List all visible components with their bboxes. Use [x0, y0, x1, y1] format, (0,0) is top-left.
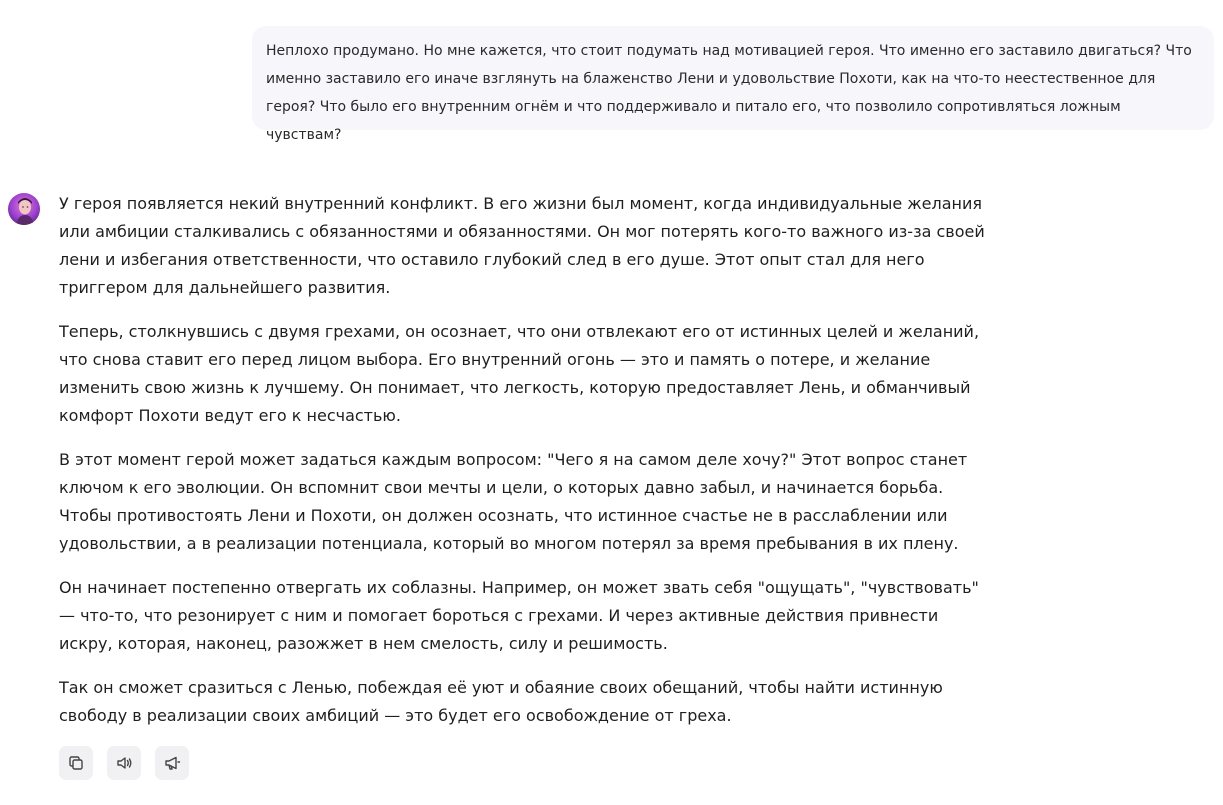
megaphone-icon [163, 754, 181, 772]
speaker-icon [115, 754, 133, 772]
assistant-paragraph: В этот момент герой может задаться каждым вопросом: "Чего я на самом деле хочу?" Этот вопрос станет ключом к его эволюции. Он вспомнит свои мечты и цели, о которых давно забыл, и начинается борьба. Чтобы противостоять Лени и Похоти, он должен осознать, что истинное счастье не в расслаблении или удовольствии, а в реализации потенциала, который во многом потерял за время пребывания в их плену. [59, 450, 968, 553]
share-button[interactable] [155, 746, 189, 780]
assistant-message [59, 190, 994, 746]
assistant-paragraph: У героя появляется некий внутренний конфликт. В его жизни был момент, когда индивидуальные желания или амбиции сталкивались с обязанностями и обязанностями. Он мог потерять кого-то важного из-за своей лени и избегания ответственности, что оставило глубокий след в его душе. Этот опыт стал для него триггером для дальнейшего развития. [59, 194, 985, 297]
copy-button[interactable] [59, 746, 93, 780]
copy-icon [67, 754, 85, 772]
assistant-paragraph: Он начинает постепенно отвергать их соблазны. Например, он может звать себя "ощущать", "чувствовать" — что-то, что резонирует с ним и помогает бороться с грехами. И через активные действия привнести искру, которая, наконец, разожжет в нем смелость, силу и решимость. [59, 578, 979, 653]
assistant-paragraph: Теперь, столкнувшись с двумя грехами, он осознает, что они отвлекают его от истинных целей и желаний, что снова ставит его перед лицом выбора. Его внутренний огонь — это и память о потере, и желание изменить свою жизнь к лучшему. Он понимает, что легкость, которую предоставляет Лень, и обманчивый комфорт Похоти ведут его к несчастью. [59, 322, 980, 425]
assistant-avatar [8, 193, 40, 225]
assistant-paragraph: Так он сможет сразиться с Ленью, побеждая её уют и обаяние своих обещаний, чтобы найти истинную свободу в реализации своих амбиций — это будет его освобождение от греха. [59, 678, 943, 725]
avatar-image-icon [8, 193, 40, 225]
user-message-bubble [252, 26, 1214, 143]
read-aloud-button[interactable] [107, 746, 141, 780]
user-message-text: Неплохо продумано. Но мне кажется, что стоит подумать над мотивацией героя. Что именно его заставило двигаться? Что именно заставило его иначе взглянуть на блаженство Лени и удовольствие Похоти, как на что-то неестественное для героя? Что было его внутренним огнём и что поддерживало и питало его, что позволило сопротивляться ложным чувствам? [266, 43, 1192, 143]
message-actions [59, 746, 189, 780]
